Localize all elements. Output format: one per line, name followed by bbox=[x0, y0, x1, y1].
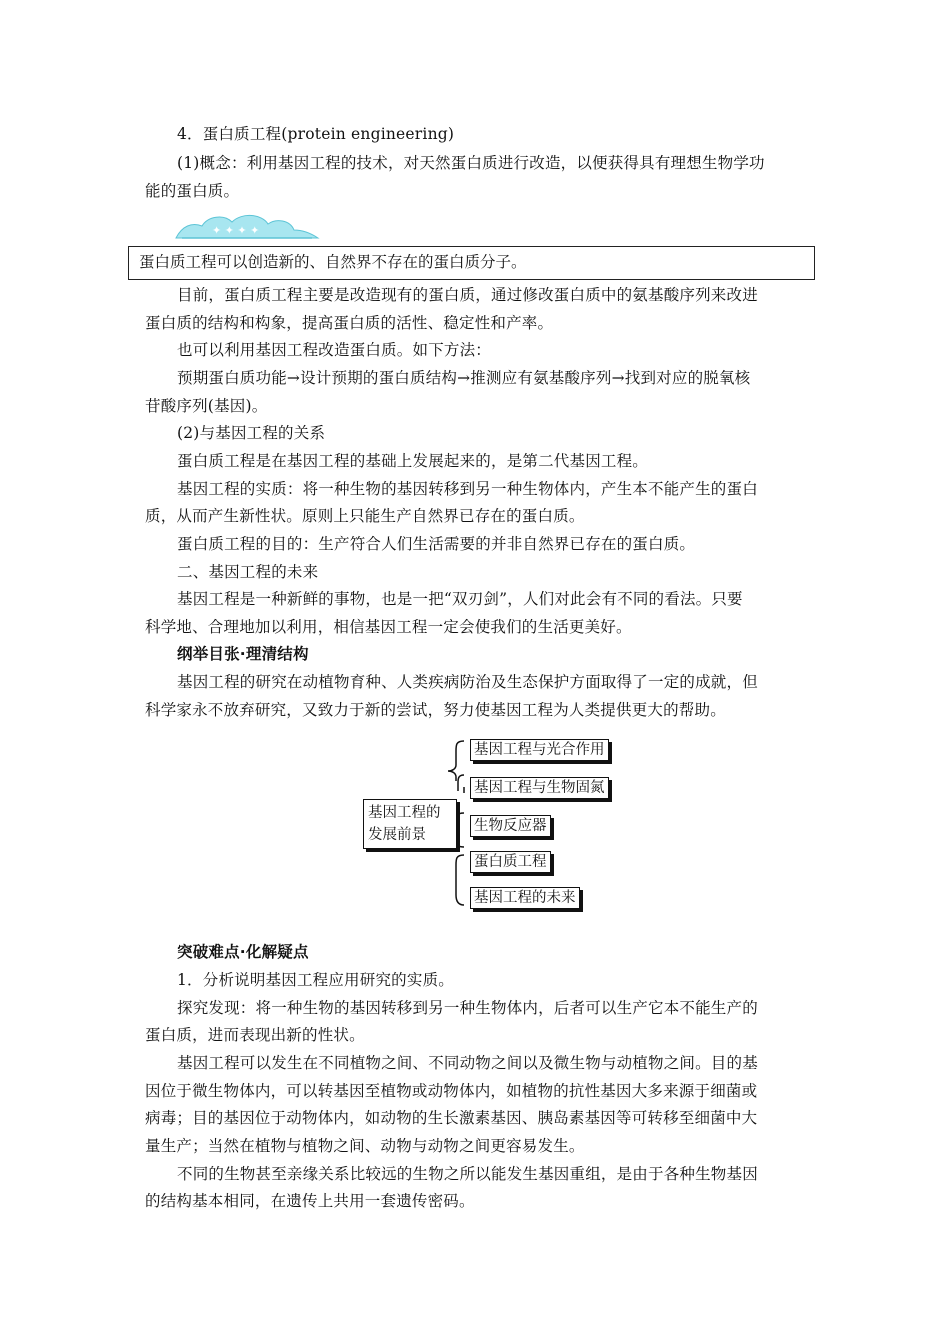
concept-diagram bbox=[360, 735, 640, 915]
section-heading-protein-engineering: 4．蛋白质工程(protein engineering) bbox=[177, 125, 455, 143]
diagram-branch-box: 蛋白质工程 bbox=[470, 851, 551, 873]
paragraph-line: 蛋白质工程是在基因工程的基础上发展起来的，是第二代基因工程。 bbox=[177, 452, 649, 470]
paragraph-line: 基因工程的实质：将一种生物的基因转移到另一种生物体内，产生本不能产生的蛋白 bbox=[177, 480, 758, 498]
diagram-branch-box: 生物反应器 bbox=[470, 815, 551, 837]
diagram-root-box: 基因工程的发展前景 bbox=[363, 799, 457, 849]
paragraph-line: 1．分析说明基因工程应用研究的实质。 bbox=[177, 971, 454, 989]
paragraph-line: 基因工程是一种新鲜的事物，也是一把“双刃剑”，人们对此会有不同的看法。只要 bbox=[177, 590, 743, 608]
paragraph-line: 不同的生物甚至亲缘关系比较远的生物之所以能发生基因重组，是由于各种生物基因 bbox=[177, 1165, 758, 1183]
diagram-branch-box: 基因工程与光合作用 bbox=[470, 739, 609, 761]
paragraph-line: 也可以利用基因工程改造蛋白质。如下方法： bbox=[177, 341, 492, 359]
paragraph-line: 基因工程可以发生在不同植物之间、不同动物之间以及微生物与动植物之间。目的基 bbox=[177, 1054, 758, 1072]
heading-structure: 纲举目张·理清结构 bbox=[177, 645, 309, 663]
paragraph-line: 因位于微生物体内，可以转基因至植物或动物体内，如植物的抗性基因大多来源于细菌或 bbox=[145, 1082, 758, 1100]
svg-text:✦ ✦ ✦ ✦: ✦ ✦ ✦ ✦ bbox=[212, 224, 260, 237]
paragraph-line: (1)概念：利用基因工程的技术，对天然蛋白质进行改造，以便获得具有理想生物学功 bbox=[177, 154, 765, 172]
heading-difficulties: 突破难点·化解疑点 bbox=[177, 943, 309, 961]
paragraph-line: 预期蛋白质功能→设计预期的蛋白质结构→推测应有氨基酸序列→找到对应的脱氧核 bbox=[177, 369, 751, 387]
paragraph-line: 蛋白质，进而表现出新的性状。 bbox=[145, 1026, 365, 1044]
paragraph-line: 基因工程的研究在动植物育种、人类疾病防治及生态保护方面取得了一定的成就，但 bbox=[177, 673, 758, 691]
note-text: 蛋白质工程可以创造新的、自然界不存在的蛋白质分子。 bbox=[139, 253, 527, 271]
section-heading-future: 二、基因工程的未来 bbox=[177, 563, 319, 581]
paragraph-line: 量生产；当然在植物与植物之间、动物与动物之间更容易发生。 bbox=[145, 1137, 585, 1155]
decorative-cloud-badge-icon bbox=[172, 208, 320, 244]
diagram-branch-box: 基因工程的未来 bbox=[470, 887, 580, 909]
paragraph-line: 的结构基本相同，在遗传上共用一套遗传密码。 bbox=[145, 1192, 475, 1210]
paragraph-line: 科学家永不放弃研究，又致力于新的尝试，努力使基因工程为人类提供更大的帮助。 bbox=[145, 701, 726, 719]
paragraph-line: 病毒；目的基因位于动物体内，如动物的生长激素基因、胰岛素基因等可转移至细菌中大 bbox=[145, 1109, 758, 1127]
paragraph-line: 蛋白质工程的目的：生产符合人们生活需要的并非自然界已存在的蛋白质。 bbox=[177, 535, 696, 553]
subheading-relation: (2)与基因工程的关系 bbox=[177, 424, 326, 442]
paragraph-line: 蛋白质的结构和构象，提高蛋白质的活性、稳定性和产率。 bbox=[145, 314, 554, 332]
paragraph-line: 质，从而产生新性状。原则上只能生产自然界已存在的蛋白质。 bbox=[145, 507, 585, 525]
paragraph-line: 苷酸序列(基因)。 bbox=[145, 397, 268, 415]
paragraph-line: 目前，蛋白质工程主要是改造现有的蛋白质，通过修改蛋白质中的氨基酸序列来改进 bbox=[177, 286, 758, 304]
paragraph-line: 能的蛋白质。 bbox=[145, 182, 240, 200]
paragraph-line: 探究发现：将一种生物的基因转移到另一种生物体内，后者可以生产它本不能生产的 bbox=[177, 999, 758, 1017]
paragraph-line: 科学地、合理地加以利用，相信基因工程一定会使我们的生活更美好。 bbox=[145, 618, 632, 636]
diagram-branch-box: 基因工程与生物固氮 bbox=[470, 777, 609, 799]
note-box bbox=[128, 246, 815, 280]
